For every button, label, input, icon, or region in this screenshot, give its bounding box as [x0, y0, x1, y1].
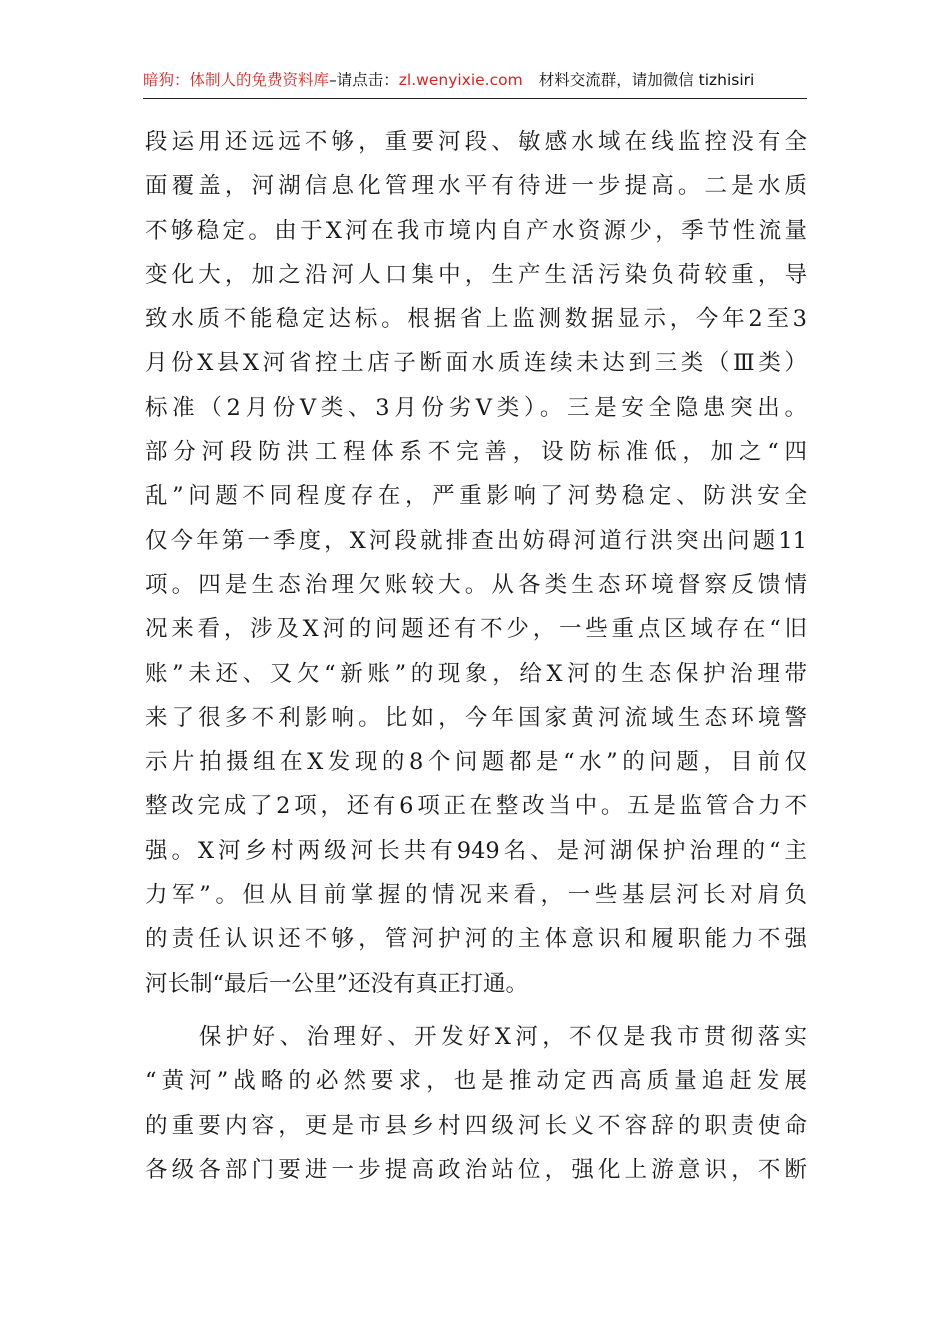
text-line: 各级各部门要进一步提高政治站位，强化上游意识，不断: [145, 1156, 807, 1183]
document-body: [145, 120, 807, 1192]
text-line: 整改完成了2项，还有6项正在整改当中。五是监管合力不: [145, 793, 807, 820]
text-line: 部分河段防洪工程体系不完善，设防标准低，加之“四: [145, 439, 807, 466]
text-line: 况来看，涉及X河的问题还有不少，一些重点区域存在“旧: [145, 616, 807, 643]
paragraph-2: [145, 1015, 807, 1192]
page-header: [143, 62, 807, 99]
text-line: 强。X河乡村两级河长共有949名、是河湖保护治理的“主: [145, 837, 807, 864]
header-url-link[interactable]: zl.wenyixie.com: [398, 71, 523, 89]
text-line: 段运用还远远不够，重要河段、敏感水域在线监控没有全: [145, 129, 807, 155]
text-line: 面覆盖，河湖信息化管理水平有待进一步提高。二是水质: [145, 173, 807, 200]
text-line: 的责任认识还不够，管河护河的主体意识和履职能力不强: [145, 926, 807, 953]
text-line: 月份X县X河省控土店子断面水质连续未达到三类（Ⅲ类）: [145, 350, 807, 377]
paragraph-1: [145, 120, 807, 1006]
text-line: 账”未还、又欠“新账”的现象，给X河的生态保护治理带: [145, 660, 807, 687]
text-line: “黄河”战略的必然要求，也是推动定西高质量追赶发展: [145, 1068, 807, 1095]
header-prompt: –请点击：: [329, 71, 399, 89]
text-line: 的重要内容，更是市县乡村四级河长义不容辞的职责使命: [145, 1112, 807, 1139]
text-line: 致水质不能稳定达标。根据省上监测数据显示，今年2至3: [145, 306, 807, 333]
header-brand: 暗狗：体制人的免费资料库: [143, 71, 330, 89]
text-line: 乱”问题不同程度存在，严重影响了河势稳定、防洪安全: [145, 483, 807, 510]
text-line: 不够稳定。由于X河在我市境内自产水资源少，季节性流量: [145, 217, 807, 244]
text-line: 力军”。但从目前掌握的情况来看，一些基层河长对肩负: [145, 882, 807, 909]
text-line: 标准（2月份Ⅴ类、3月份劣Ⅴ类）。三是安全隐患突出。: [145, 394, 807, 421]
header-group-note: 材料交流群，请加微信 tizhisiri: [538, 71, 755, 89]
text-line: 保护好、治理好、开发好X河，不仅是我市贯彻落实: [145, 1023, 807, 1050]
text-line: 项。四是生态治理欠账较大。从各类生态环境督察反馈情: [145, 571, 807, 598]
text-line: 河长制“最后一公里”还没有真正打通。: [145, 970, 529, 997]
text-line: 变化大，加之沿河人口集中，生产生活污染负荷较重，导: [145, 261, 807, 288]
text-line: 仅今年第一季度，X河段就排查出妨碍河道行洪突出问题11: [145, 527, 807, 554]
text-line: 来了很多不利影响。比如，今年国家黄河流域生态环境警: [145, 704, 807, 731]
text-line: 示片拍摄组在X发现的8个问题都是“水”的问题，目前仅: [145, 749, 807, 776]
